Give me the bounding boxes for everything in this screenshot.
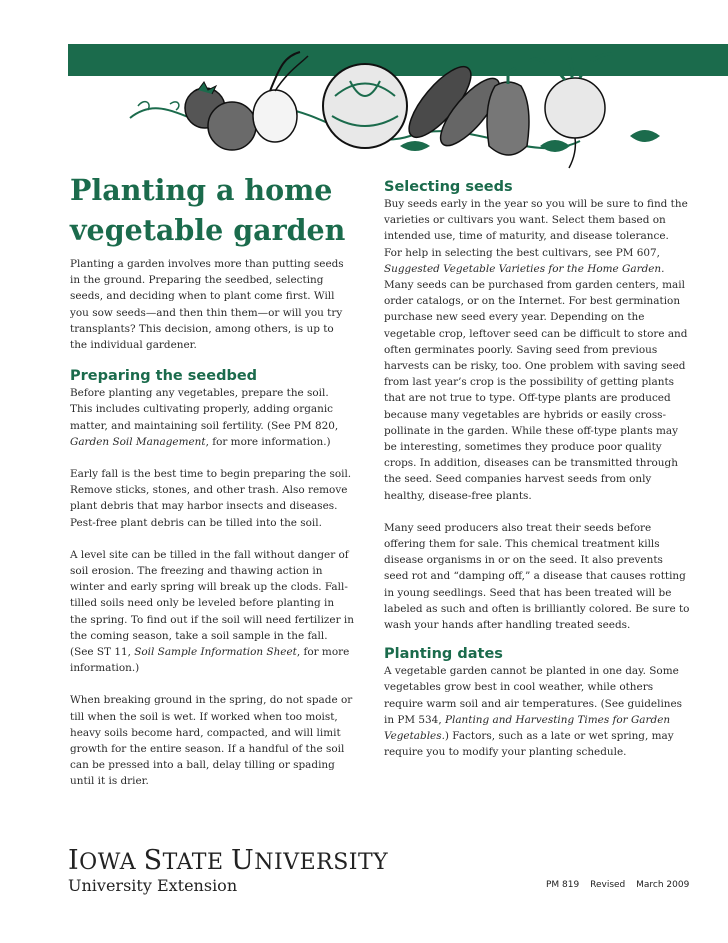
vegetables-illustration (110, 46, 680, 176)
selecting-paragraph-1: Buy seeds early in the year so you will be sure to find the varieties or cultivars you want. Select them based on intended use, time of maturity, and disease tolerance. For help in selecting the best cultivars, see PM 607, Suggested Vegetable Varieties for the Home Garden. Many seeds can be purchased from garden centers, mail order catalogs, or on the Internet. For best germination purchase new seed every year. Depending on the vegetable crop, leftover seed can be difficult to store and often germinates poorly. Saving seed from previous harvests can be risky, too. One problem with saving seed from last year’s crop is the possibility of getting plants that are not true to type. Off-type plants are produced because many vegetables are hybrids or easily cross-pollinate in the garden. While these off-type plants may be interesting, sometimes they produce poor quality crops. In addition, diseases can be transmitted through the seed. Seed companies harvest seeds from only healthy, disease-free plants. (384, 198, 688, 502)
left-column (70, 170, 354, 790)
revision-date: March 2009 (636, 880, 690, 890)
title-line-2: vegetable garden (70, 213, 346, 247)
publication-code: PM 819 (546, 880, 580, 890)
revised-label: Revised (590, 880, 626, 890)
preparing-paragraph-2: Early fall is the best time to begin preparing the soil. Remove sticks, stones, and other trash. Also remove plant debris that may harbor insects and diseases. Pest-free plant debris can be tilled into the soil. (70, 468, 352, 529)
logo-subtitle: University Extension (68, 876, 238, 895)
planting-heading: Planting dates (384, 646, 503, 663)
planting-paragraph-1: A vegetable garden cannot be planted in one day. Some vegetables grow best in cool weather, while others require warm soil and air temperatures. (See guidelines in PM 534, Planting and Harvesting Times for Garden Vegetables.) Factors, such as a late or wet spring, may require you to modify your planting schedule. (384, 665, 683, 759)
logo-wordmark: IOWA STATE UNIVERSITY (68, 845, 389, 876)
preparing-paragraph-4: When breaking ground in the spring, do not spade or till when the soil is wet. If worked when too moist, heavy soils become hard, compacted, and will limit growth for the entire season. If a handful of the soil can be pressed into a ball, delay tilling or spading until it is drier. (70, 694, 353, 788)
preparing-heading: Preparing the seedbed (70, 368, 258, 385)
page-title (70, 170, 354, 250)
preparing-paragraph-3: A level site can be tilled in the fall without danger of soil erosion. The freezing and thawing action in winter and early spring will break up the clods. Fall-tilled soils need only be leveled before planting in the spring. To find out if the soil will need fertilizer in the coming season, take a soil sample in the fall. (See ST 11, Soil Sample Information Sheet, for more information.) (70, 548, 354, 675)
iowa-state-logo (68, 845, 389, 896)
preparing-paragraph-1: Before planting any vegetables, prepare the soil. This includes cultivating properly, adding organic matter, and maintaining soil fertility. (See PM 820, Garden Soil Management, for more information.) (70, 387, 339, 448)
publication-footer (546, 880, 689, 890)
intro-paragraph: Planting a garden involves more than putting seeds in the ground. Preparing the seedbed, selecting seeds, and deciding when to plant come first. Will you sow seeds—and then thin them—or will you try transplants? This decision, among others, is up to the individual gardener. (70, 258, 344, 352)
title-line-1: Planting a home (70, 173, 333, 207)
right-column (384, 178, 690, 761)
selecting-paragraph-2: Many seed producers also treat their seeds before offering them for sale. This chemical treatment kills disease organisms in or on the seed. It also prevents seed rot and “damping off,” a disease that causes rotting in young seedlings. Seed that has been treated will be labeled as such and often is brilliantly colored. Be sure to wash your hands after handling treated seeds. (384, 521, 690, 632)
selecting-heading: Selecting seeds (384, 179, 513, 195)
